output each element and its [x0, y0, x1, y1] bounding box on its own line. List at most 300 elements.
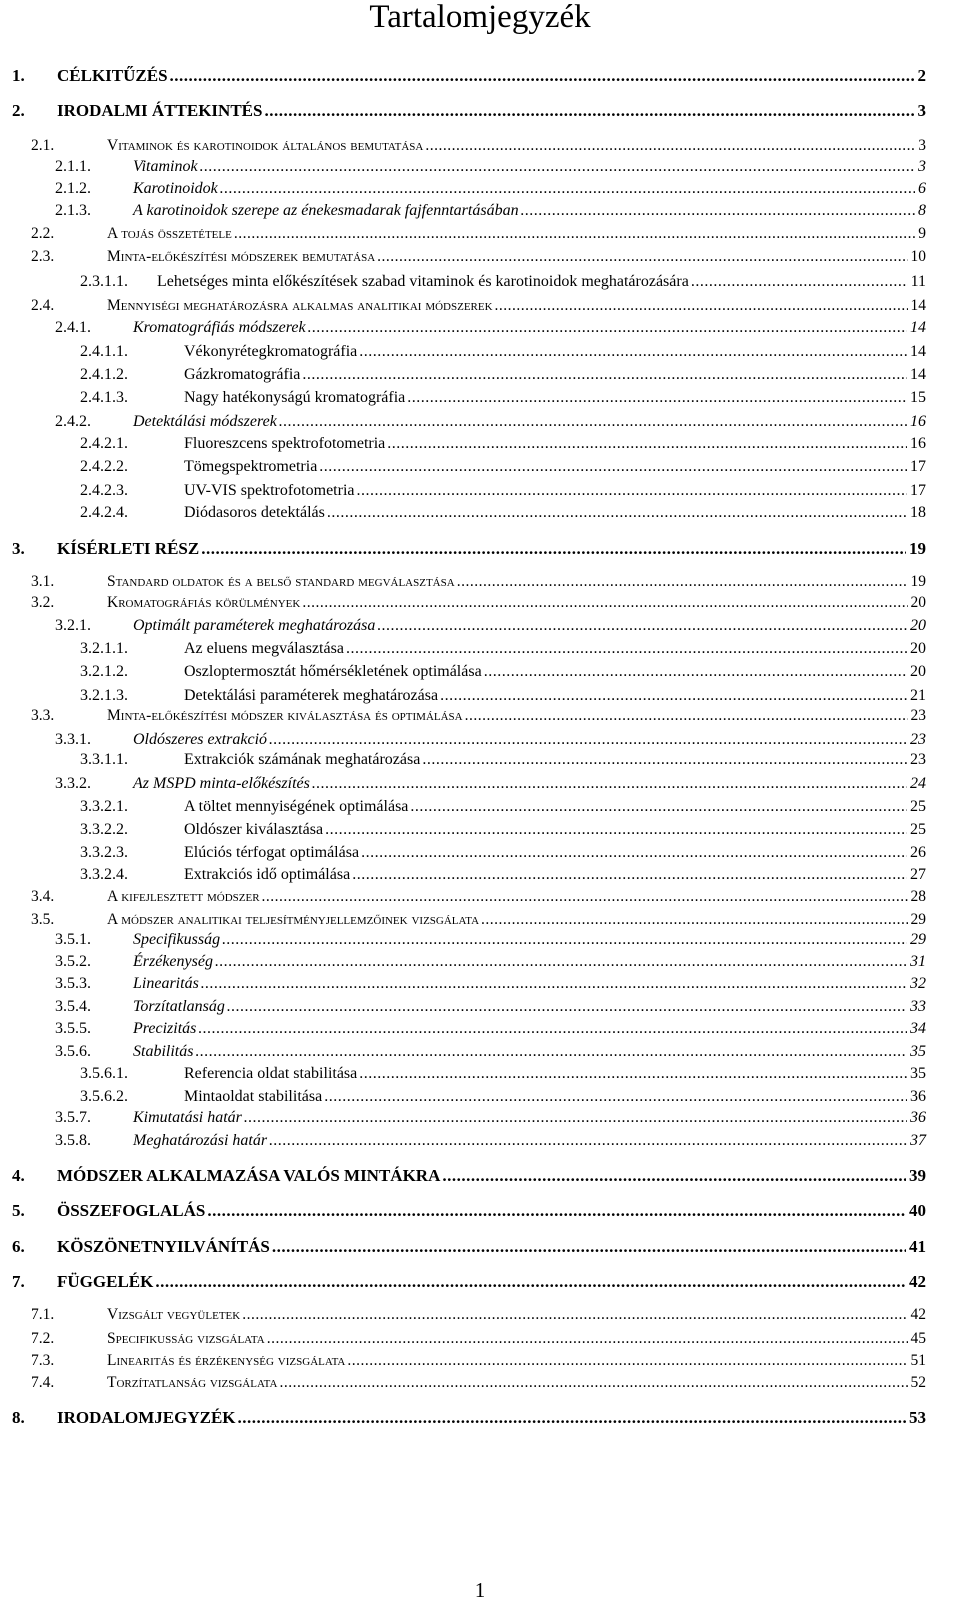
toc-entry-number: 2.1.3.	[55, 202, 91, 219]
toc-entry[interactable]	[0, 640, 960, 664]
toc-entry-page: 42	[910, 1306, 926, 1323]
toc-entry-page: 51	[910, 1352, 926, 1369]
toc-entry-title: Precizitás	[133, 1020, 197, 1037]
toc-dot-leader	[170, 66, 915, 86]
toc-entry-title: KÖSZÖNETNYILVÁNÍTÁS	[57, 1237, 270, 1256]
toc-entry-line	[184, 844, 926, 862]
toc-dot-leader	[269, 731, 907, 749]
toc-entry-title: ÖSSZEFOGLALÁS	[57, 1201, 206, 1220]
toc-entry-title: Kromatográfiás körülmények	[107, 594, 301, 611]
toc-entry-line	[57, 1166, 926, 1186]
toc-entry-page: 3	[918, 137, 926, 154]
toc-entry-number: 1.	[12, 66, 25, 85]
toc-entry-number: 3.3.2.2.	[80, 821, 128, 838]
toc-entry-number: 2.4.	[31, 297, 55, 314]
toc-entry[interactable]	[0, 998, 960, 1022]
toc-entry-line	[184, 640, 926, 658]
toc-entry-title: Vizsgált vegyületek	[107, 1306, 241, 1323]
toc-dot-leader	[484, 663, 907, 681]
toc-dot-leader	[425, 137, 915, 155]
toc-entry[interactable]	[0, 888, 960, 912]
toc-entry[interactable]	[0, 1132, 960, 1156]
toc-entry-line	[184, 482, 926, 500]
toc-entry-title: Linearitás	[133, 975, 199, 992]
toc-entry-line	[184, 798, 926, 816]
toc-dot-leader	[327, 504, 907, 522]
toc-entry-line	[107, 137, 926, 155]
toc-dot-leader	[407, 389, 907, 407]
toc-entry[interactable]	[0, 343, 960, 367]
toc-entry-page: 14	[910, 366, 926, 383]
toc-entry-page: 32	[910, 975, 926, 992]
toc-entry-line	[133, 1020, 926, 1038]
toc-entry[interactable]	[0, 202, 960, 226]
toc-entry-line	[184, 389, 926, 407]
toc-entry-page: 14	[910, 343, 926, 360]
toc-entry-number: 3.1.	[31, 573, 55, 590]
toc-entry-title: Vitaminok	[133, 158, 198, 175]
toc-entry-page: 19	[910, 573, 926, 590]
toc-entry-title: Detektálási módszerek	[133, 413, 277, 430]
toc-entry[interactable]	[0, 297, 960, 321]
toc-dot-leader	[227, 998, 907, 1016]
toc-dot-leader	[215, 953, 907, 971]
toc-entry-page: 23	[910, 751, 926, 768]
toc-entry-line	[157, 273, 926, 291]
toc-entry-number: 3.5.7.	[55, 1109, 91, 1126]
toc-entry-line	[107, 888, 926, 906]
toc-entry-title: Fluoreszcens spektrofotometria	[184, 435, 386, 452]
toc-entry-page: 29	[910, 931, 926, 948]
toc-entry[interactable]	[0, 158, 960, 182]
toc-entry-number: 7.	[12, 1272, 25, 1291]
toc-entry-number: 3.5.8.	[55, 1132, 91, 1149]
toc-entry[interactable]	[0, 482, 960, 506]
toc-entry[interactable]	[0, 1374, 960, 1398]
toc-entry-line	[184, 687, 926, 705]
toc-entry-title: Vékonyrétegkromatográfia	[184, 343, 358, 360]
toc-entry-line	[184, 504, 926, 522]
toc-entry-line	[184, 343, 926, 361]
toc-entry-title: Nagy hatékonyságú kromatográfia	[184, 389, 406, 406]
toc-entry-line	[184, 1065, 926, 1083]
toc-entry-title: Az eluens megválasztása	[184, 640, 344, 657]
toc-dot-leader	[272, 1237, 906, 1257]
toc-entry-number: 2.4.2.3.	[80, 482, 128, 499]
toc-entry-page: 41	[909, 1237, 926, 1256]
toc-dot-leader	[440, 687, 907, 705]
toc-entry-title: Specifikusság	[133, 931, 221, 948]
toc-entry[interactable]	[0, 1352, 960, 1376]
toc-dot-leader	[222, 931, 907, 949]
toc-entry-title: A módszer analitikai teljesítményjellemzőinek vizsgálata	[107, 911, 480, 928]
toc-entry-page: 9	[918, 225, 926, 242]
toc-dot-leader	[302, 366, 907, 384]
toc-entry-number: 8.	[12, 1408, 25, 1427]
toc-entry-page: 24	[910, 775, 926, 792]
toc-entry[interactable]	[0, 1166, 960, 1190]
toc-entry-line	[57, 539, 926, 559]
toc-dot-leader	[457, 573, 908, 591]
toc-entry-page: 3	[917, 101, 926, 120]
toc-entry-title: Detektálási paraméterek meghatározása	[184, 687, 439, 704]
toc-entry[interactable]	[0, 248, 960, 272]
toc-entry-line	[57, 1272, 926, 1292]
toc-entry-line	[184, 1088, 926, 1106]
toc-entry-page: 21	[910, 687, 926, 704]
toc-entry[interactable]	[0, 66, 960, 90]
toc-entry-title: Kimutatási határ	[133, 1109, 242, 1126]
toc-entry-title: Optimált paraméterek meghatározása	[133, 617, 376, 634]
toc-entry-number: 3.5.2.	[55, 953, 91, 970]
toc-entry-line	[57, 66, 926, 86]
toc-dot-leader	[279, 1374, 907, 1392]
toc-entry[interactable]	[0, 594, 960, 618]
toc-dot-leader	[495, 297, 908, 315]
toc-entry-page: 33	[910, 998, 926, 1015]
toc-entry-title: Elúciós térfogat optimálása	[184, 844, 360, 861]
toc-entry-title: Oldószer kiválasztása	[184, 821, 324, 838]
toc-entry[interactable]	[0, 975, 960, 999]
toc-entry[interactable]	[0, 180, 960, 204]
toc-dot-leader	[155, 1272, 906, 1292]
toc-entry-line	[184, 821, 926, 839]
toc-entry-line	[133, 180, 926, 198]
toc-entry-title: Mintaoldat stabilitása	[184, 1088, 323, 1105]
toc-entry-title: KÍSÉRLETI RÉSZ	[57, 539, 200, 558]
toc-entry-number: 2.4.2.	[55, 413, 91, 430]
toc-entry-line	[133, 202, 926, 220]
toc-entry-title: Specifikusság vizsgálata	[107, 1330, 265, 1347]
toc-entry-page: 28	[910, 888, 926, 905]
toc-entry-line	[107, 1330, 926, 1348]
toc-entry[interactable]	[0, 1043, 960, 1067]
toc-entry-line	[133, 1109, 926, 1127]
toc-entry-title: Lehetséges minta előkészítések szabad vitaminok és karotinoidok meghatározására	[157, 273, 689, 290]
toc-entry-number: 2.1.2.	[55, 180, 91, 197]
toc-entry-line	[57, 1408, 926, 1428]
toc-entry-page: 8	[918, 202, 926, 219]
toc-entry[interactable]	[0, 101, 960, 125]
toc-entry-page: 20	[910, 663, 926, 680]
toc-dot-leader	[359, 343, 907, 361]
toc-entry-line	[133, 319, 926, 337]
toc-entry-title: IRODALMI ÁTTEKINTÉS	[57, 101, 263, 120]
toc-entry-title: A kifejlesztett módszer	[107, 888, 260, 905]
toc-entry-page: 36	[910, 1088, 926, 1105]
toc-entry-page: 29	[910, 911, 926, 928]
toc-entry-line	[57, 101, 926, 121]
toc-entry-line	[107, 573, 926, 591]
toc-entry-line	[107, 297, 926, 315]
toc-entry-number: 2.4.1.3.	[80, 389, 128, 406]
toc-entry-page: 14	[910, 319, 926, 336]
toc-entry-page: 16	[910, 435, 926, 452]
toc-dot-leader	[346, 640, 907, 658]
toc-entry-page: 53	[909, 1408, 926, 1427]
toc-entry-number: 5.	[12, 1201, 25, 1220]
toc-entry[interactable]	[0, 707, 960, 731]
toc-entry[interactable]	[0, 1408, 960, 1432]
toc-entry-page: 18	[910, 504, 926, 521]
toc-entry-line	[133, 413, 926, 431]
toc-entry-title: Extrakciók számának meghatározása	[184, 751, 421, 768]
toc-entry-number: 2.1.	[31, 137, 55, 154]
toc-entry-line	[184, 366, 926, 384]
toc-dot-leader	[262, 888, 908, 906]
toc-entry-page: 31	[910, 953, 926, 970]
toc-dot-leader	[238, 1408, 906, 1428]
toc-entry-page: 27	[910, 866, 926, 883]
toc-entry-number: 2.4.1.2.	[80, 366, 128, 383]
toc-entry-line	[107, 1374, 926, 1392]
toc-dot-leader	[377, 248, 907, 266]
toc-entry-page: 25	[910, 798, 926, 815]
toc-entry-title: Vitaminok és karotinoidok általános bemutatása	[107, 137, 424, 154]
toc-dot-leader	[201, 539, 906, 559]
toc-entry-line	[184, 663, 926, 681]
toc-entry-title: Kromatográfiás módszerek	[133, 319, 306, 336]
toc-entry-page: 34	[910, 1020, 926, 1037]
toc-entry[interactable]	[0, 389, 960, 413]
toc-entry[interactable]	[0, 319, 960, 343]
toc-entry-page: 40	[909, 1201, 926, 1220]
toc-entry-page: 17	[910, 458, 926, 475]
toc-dot-leader	[465, 707, 908, 725]
toc-dot-leader	[200, 158, 915, 176]
toc-dot-leader	[195, 1043, 907, 1061]
toc-entry-number: 3.5.1.	[55, 931, 91, 948]
toc-dot-leader	[302, 594, 907, 612]
toc-entry-page: 11	[910, 273, 926, 290]
toc-entry[interactable]	[0, 617, 960, 641]
toc-entry-title: FÜGGELÉK	[57, 1272, 154, 1291]
toc-entry-page: 20	[910, 617, 926, 634]
toc-entry-line	[184, 458, 926, 476]
toc-entry-number: 2.4.1.	[55, 319, 91, 336]
toc-entry-number: 7.3.	[31, 1352, 55, 1369]
toc-entry-title: Extrakciós idő optimálása	[184, 866, 351, 883]
toc-entry-line	[184, 435, 926, 453]
toc-entry[interactable]	[0, 798, 960, 822]
toc-entry-page: 20	[910, 594, 926, 611]
toc-entry-number: 2.4.2.2.	[80, 458, 128, 475]
toc-entry-page: 37	[910, 1132, 926, 1149]
toc-entry-line	[107, 225, 926, 243]
toc-entry[interactable]	[0, 435, 960, 459]
toc-dot-leader	[325, 821, 907, 839]
toc-entry-title: Referencia oldat stabilitása	[184, 1065, 358, 1082]
toc-dot-leader	[347, 1352, 907, 1370]
toc-entry-number: 3.3.2.4.	[80, 866, 128, 883]
toc-entry-line	[133, 1043, 926, 1061]
toc-entry-page: 16	[910, 413, 926, 430]
toc-entry[interactable]	[0, 663, 960, 687]
toc-entry[interactable]	[0, 413, 960, 437]
toc-entry[interactable]	[0, 931, 960, 955]
toc-dot-leader	[410, 798, 907, 816]
toc-entry-number: 2.4.2.1.	[80, 435, 128, 452]
toc-entry-number: 3.5.4.	[55, 998, 91, 1015]
toc-entry-number: 3.3.1.	[55, 731, 91, 748]
toc-entry-number: 2.3.	[31, 248, 55, 265]
toc-entry-number: 7.2.	[31, 1330, 55, 1347]
toc-entry-page: 35	[910, 1043, 926, 1060]
toc-entry-page: 36	[910, 1109, 926, 1126]
toc-entry[interactable]	[0, 1020, 960, 1044]
toc-dot-leader	[312, 775, 907, 793]
toc-entry[interactable]	[0, 1237, 960, 1261]
toc-entry-number: 3.2.1.1.	[80, 640, 128, 657]
toc-dot-leader	[234, 225, 915, 243]
toc-entry-number: 3.	[12, 539, 25, 558]
toc-entry-page: 19	[909, 539, 926, 558]
toc-dot-leader	[244, 1109, 907, 1127]
toc-entry-number: 2.2.	[31, 225, 55, 242]
toc-entry-number: 3.2.1.2.	[80, 663, 128, 680]
toc-entry-line	[57, 1201, 926, 1221]
toc-dot-leader	[242, 1306, 907, 1324]
toc-dot-leader	[481, 911, 907, 929]
toc-entry-number: 2.1.1.	[55, 158, 91, 175]
toc-entry-title: Az MSPD minta-előkészítés	[133, 775, 310, 792]
toc-dot-leader	[264, 101, 914, 121]
toc-entry-page: 23	[910, 731, 926, 748]
toc-entry-title: A karotinoidok szerepe az énekesmadarak fajfenntartásában	[133, 202, 519, 219]
toc-entry-line	[107, 1352, 926, 1370]
toc-entry-title: UV-VIS spektrofotometria	[184, 482, 355, 499]
toc-entry-number: 3.2.	[31, 594, 55, 611]
toc-entry[interactable]	[0, 866, 960, 890]
toc-entry[interactable]	[0, 273, 960, 297]
toc-dot-leader	[361, 844, 907, 862]
toc-entry[interactable]	[0, 821, 960, 845]
toc-entry-page: 45	[910, 1330, 926, 1347]
toc-entry-title: Karotinoidok	[133, 180, 218, 197]
toc-entry-line	[133, 775, 926, 793]
toc-entry-title: Tömegspektrometria	[184, 458, 318, 475]
toc-entry-number: 7.1.	[31, 1306, 55, 1323]
toc-entry-number: 3.3.	[31, 707, 55, 724]
toc-entry[interactable]	[0, 1272, 960, 1296]
toc-entry[interactable]	[0, 1201, 960, 1225]
toc-entry-number: 3.5.3.	[55, 975, 91, 992]
toc-dot-leader	[377, 617, 907, 635]
toc-entry-number: 3.5.5.	[55, 1020, 91, 1037]
toc-entry-title: Diódasoros detektálás	[184, 504, 325, 521]
toc-entry-number: 2.	[12, 101, 25, 120]
toc-entry-title: Érzékenység	[133, 953, 213, 970]
toc-dot-leader	[279, 413, 907, 431]
toc-entry[interactable]	[0, 1306, 960, 1330]
toc-entry-line	[133, 617, 926, 635]
toc-dot-leader	[357, 482, 908, 500]
toc-entry[interactable]	[0, 844, 960, 868]
toc-entry-title: A töltet mennyiségének optimálása	[184, 798, 409, 815]
toc-entry[interactable]	[0, 366, 960, 390]
toc-entry-title: Torzítatlanság	[133, 998, 225, 1015]
toc-dot-leader	[324, 1088, 907, 1106]
toc-entry-number: 3.3.2.	[55, 775, 91, 792]
toc-entry[interactable]	[0, 1065, 960, 1089]
toc-entry-number: 3.4.	[31, 888, 55, 905]
toc-entry-title: Oszloptermosztát hőmérsékletének optimálása	[184, 663, 482, 680]
toc-entry[interactable]	[0, 751, 960, 775]
toc-dot-leader	[308, 319, 907, 337]
toc-entry-title: Stabilitás	[133, 1043, 194, 1060]
toc-entry-line	[107, 248, 926, 266]
toc-entry-title: MÓDSZER ALKALMAZÁSA VALÓS MINTÁKRA	[57, 1166, 441, 1185]
toc-entry-line	[107, 1306, 926, 1324]
toc-entry-page: 15	[910, 389, 926, 406]
toc-entry[interactable]	[0, 539, 960, 563]
toc-entry-title: CÉLKITŰZÉS	[57, 66, 168, 85]
toc-entry[interactable]	[0, 953, 960, 977]
toc-entry-page: 10	[910, 248, 926, 265]
toc-entry-number: 3.5.6.2.	[80, 1088, 128, 1105]
toc-entry-page: 39	[909, 1166, 926, 1185]
toc-entry-line	[133, 931, 926, 949]
toc-entry-title: Mennyiségi meghatározásra alkalmas analitikai módszerek	[107, 297, 493, 314]
toc-entry-line	[57, 1237, 926, 1257]
toc-dot-leader	[269, 1132, 907, 1150]
toc-entry-page: 52	[910, 1374, 926, 1391]
page-number: 1	[474, 1578, 486, 1602]
toc-entry[interactable]	[0, 504, 960, 528]
toc-entry[interactable]	[0, 1330, 960, 1354]
toc-entry-page: 35	[910, 1065, 926, 1082]
toc-entry[interactable]	[0, 775, 960, 799]
toc-dot-leader	[352, 866, 907, 884]
toc-entry-title: Meghatározási határ	[133, 1132, 268, 1149]
toc-dot-leader	[691, 273, 908, 291]
toc-entry-line	[133, 731, 926, 749]
toc-entry-number: 2.3.1.1.	[80, 273, 128, 290]
toc-entry[interactable]	[0, 1109, 960, 1133]
toc-dot-leader	[422, 751, 907, 769]
toc-entry-number: 3.5.6.	[55, 1043, 91, 1060]
toc-entry-title: IRODALOMJEGYZÉK	[57, 1408, 236, 1427]
toc-entry-number: 7.4.	[31, 1374, 55, 1391]
toc-dot-leader	[220, 180, 915, 198]
toc-entry-title: Linearitás és érzékenység vizsgálata	[107, 1352, 346, 1369]
toc-entry-page: 42	[909, 1272, 926, 1291]
toc-entry-number: 4.	[12, 1166, 25, 1185]
toc-entry-number: 3.3.1.1.	[80, 751, 128, 768]
toc-dot-leader	[207, 1201, 906, 1221]
toc-entry[interactable]	[0, 225, 960, 249]
toc-entry-page: 26	[910, 844, 926, 861]
toc-entry-title: Gázkromatográfia	[184, 366, 301, 383]
toc-entry[interactable]	[0, 458, 960, 482]
toc-entry-title: Torzítatlanság vizsgálata	[107, 1374, 278, 1391]
toc-entry-page: 25	[910, 821, 926, 838]
toc-entry-number: 3.5.6.1.	[80, 1065, 128, 1082]
page-title: Tartalomjegyzék	[369, 0, 591, 35]
toc-entry-number: 3.2.1.3.	[80, 687, 128, 704]
toc-entry-title: Standard oldatok és a belső standard megválasztása	[107, 573, 455, 590]
toc-entry-page: 17	[910, 482, 926, 499]
toc-entry-number: 3.2.1.	[55, 617, 91, 634]
toc-dot-leader	[387, 435, 907, 453]
toc-dot-leader	[319, 458, 907, 476]
toc-entry-line	[184, 866, 926, 884]
toc-entry-number: 2.4.2.4.	[80, 504, 128, 521]
toc-entry-line	[133, 158, 926, 176]
toc-entry-line	[133, 1132, 926, 1150]
toc-entry-page: 3	[918, 158, 926, 175]
toc-entry-line	[133, 953, 926, 971]
